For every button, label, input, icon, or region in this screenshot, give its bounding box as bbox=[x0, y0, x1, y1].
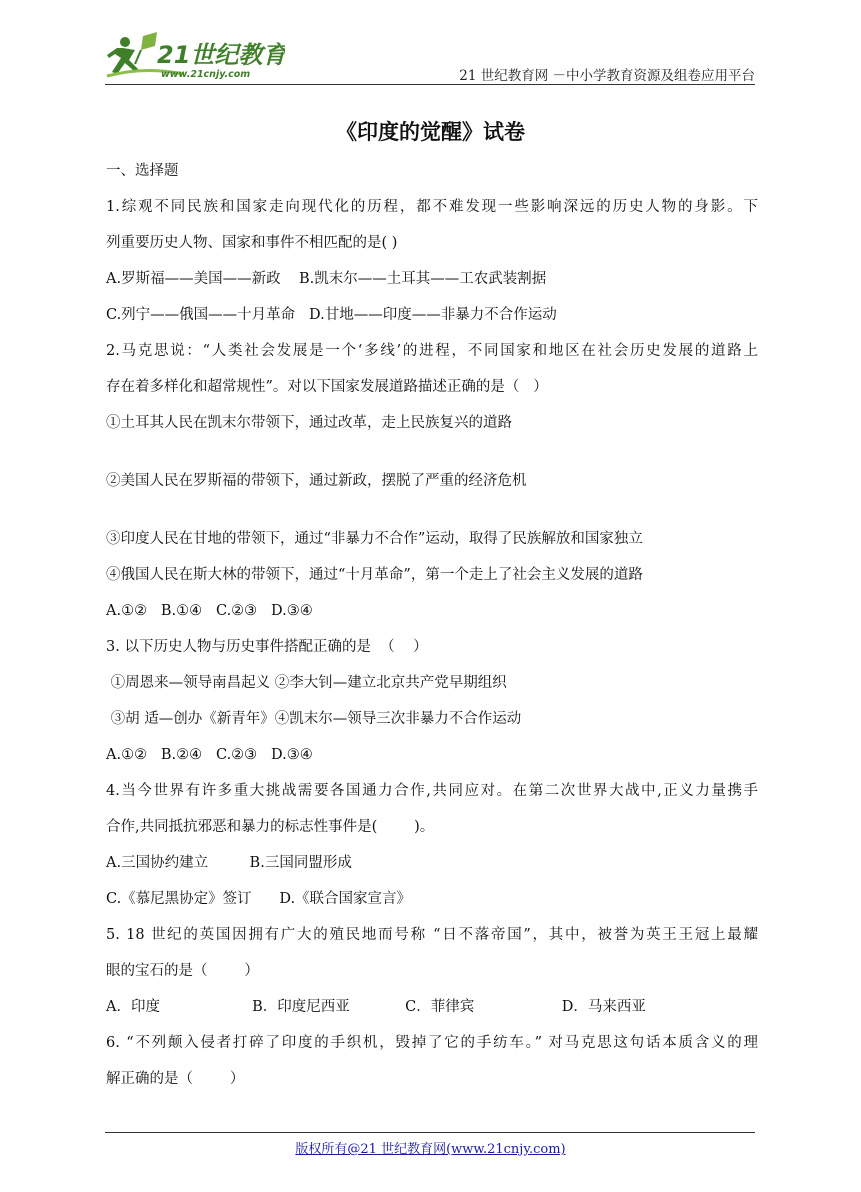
header-divider bbox=[105, 84, 755, 85]
question-3-options: A.①② B.②④ C.②③ D.③④ bbox=[106, 747, 313, 763]
question-3-item-2: ③胡 适—创办《新青年》④凯末尔—领导三次非暴力不合作运动 bbox=[106, 711, 522, 727]
question-4-option-line-2: C.《慕尼黑协定》签订 D.《联合国家宣言》 bbox=[106, 891, 412, 907]
question-3-stem: 3. 以下历史人物与历史事件搭配正确的是 （ ） bbox=[106, 639, 428, 655]
question-2-stem-line-1: 2.马克思说：“人类社会发展是一个‘多线’的进程，不同国家和地区在社会历史发展的道路上 bbox=[106, 343, 758, 359]
logo-url: www.21cnjy.com bbox=[161, 69, 251, 80]
question-1-option-line-1: A.罗斯福——美国——新政 B.凯末尔——土耳其——工农武装割据 bbox=[106, 271, 547, 287]
footer-divider bbox=[105, 1132, 755, 1133]
question-4-stem-line-1: 4.当今世界有许多重大挑战需要各国通力合作,共同应对。在第二次世界大战中,正义力量携手 bbox=[106, 783, 758, 799]
question-2-item-3: ③印度人民在甘地的带领下，通过“非暴力不合作”运动，取得了民族解放和国家独立 bbox=[106, 531, 643, 547]
copyright-link[interactable]: 版权所有@21 世纪教育网(www.21cnjy.com) bbox=[295, 1142, 566, 1157]
site-tagline: 21 世纪教育网 －中小学教育资源及组卷应用平台 bbox=[459, 68, 755, 84]
question-5-options: A．印度 B．印度尼西亚 C．菲律宾 D．马来西亚 bbox=[106, 999, 646, 1015]
page-title: 《印度的觉醒》试卷 bbox=[336, 120, 525, 144]
question-5-stem-line-2: 眼的宝石的是（ ） bbox=[106, 963, 259, 979]
question-4-option-line-1: A.三国协约建立 B.三国同盟形成 bbox=[106, 855, 352, 871]
question-2-item-4: ④俄国人民在斯大林的带领下，通过“十月革命”，第一个走上了社会主义发展的道路 bbox=[106, 567, 643, 583]
question-6-stem-line-1: 6. “不列颠入侵者打碎了印度的手织机，毁掉了它的手纺车。” 对马克思这句话本质含义的理 bbox=[106, 1035, 758, 1051]
question-2-item-2: ②美国人民在罗斯福的带领下，通过新政，摆脱了严重的经济危机 bbox=[106, 473, 527, 489]
runner-logo-icon bbox=[105, 30, 285, 82]
question-1-stem-line-2: 列重要历史人物、国家和事件不相匹配的是( ) bbox=[106, 235, 398, 251]
question-2-stem-line-2: 存在着多样化和超常规性”。对以下国家发展道路描述正确的是（ ） bbox=[106, 379, 548, 395]
question-1-stem-line-1: 1.综观不同民族和国家走向现代化的历程，都不难发现一些影响深远的历史人物的身影。下 bbox=[106, 199, 758, 215]
question-4-stem-line-2: 合作,共同抵抗邪恶和暴力的标志性事件是( )。 bbox=[106, 819, 435, 835]
section-heading: 一、选择题 bbox=[106, 163, 179, 179]
exam-content bbox=[106, 158, 758, 1093]
question-6-stem-line-2: 解正确的是（ ） bbox=[106, 1071, 245, 1087]
logo-text: 21世纪教育 bbox=[157, 41, 285, 69]
site-logo bbox=[105, 30, 285, 82]
page-header bbox=[105, 30, 755, 82]
question-2-item-1: ①土耳其人民在凯末尔带领下，通过改革，走上民族复兴的道路 bbox=[106, 415, 512, 431]
question-3-item-1: ①周恩来—领导南昌起义 ②李大钊—建立北京共产党早期组织 bbox=[106, 675, 507, 691]
question-2-options: A.①② B.①④ C.②③ D.③④ bbox=[106, 603, 313, 619]
question-1-option-line-2: C.列宁——俄国——十月革命 D.甘地——印度——非暴力不合作运动 bbox=[106, 307, 557, 323]
question-5-stem-line-1: 5. 18 世纪的英国因拥有广大的殖民地而号称 “日不落帝国”，其中，被誉为英王王冠上最耀 bbox=[106, 927, 758, 943]
